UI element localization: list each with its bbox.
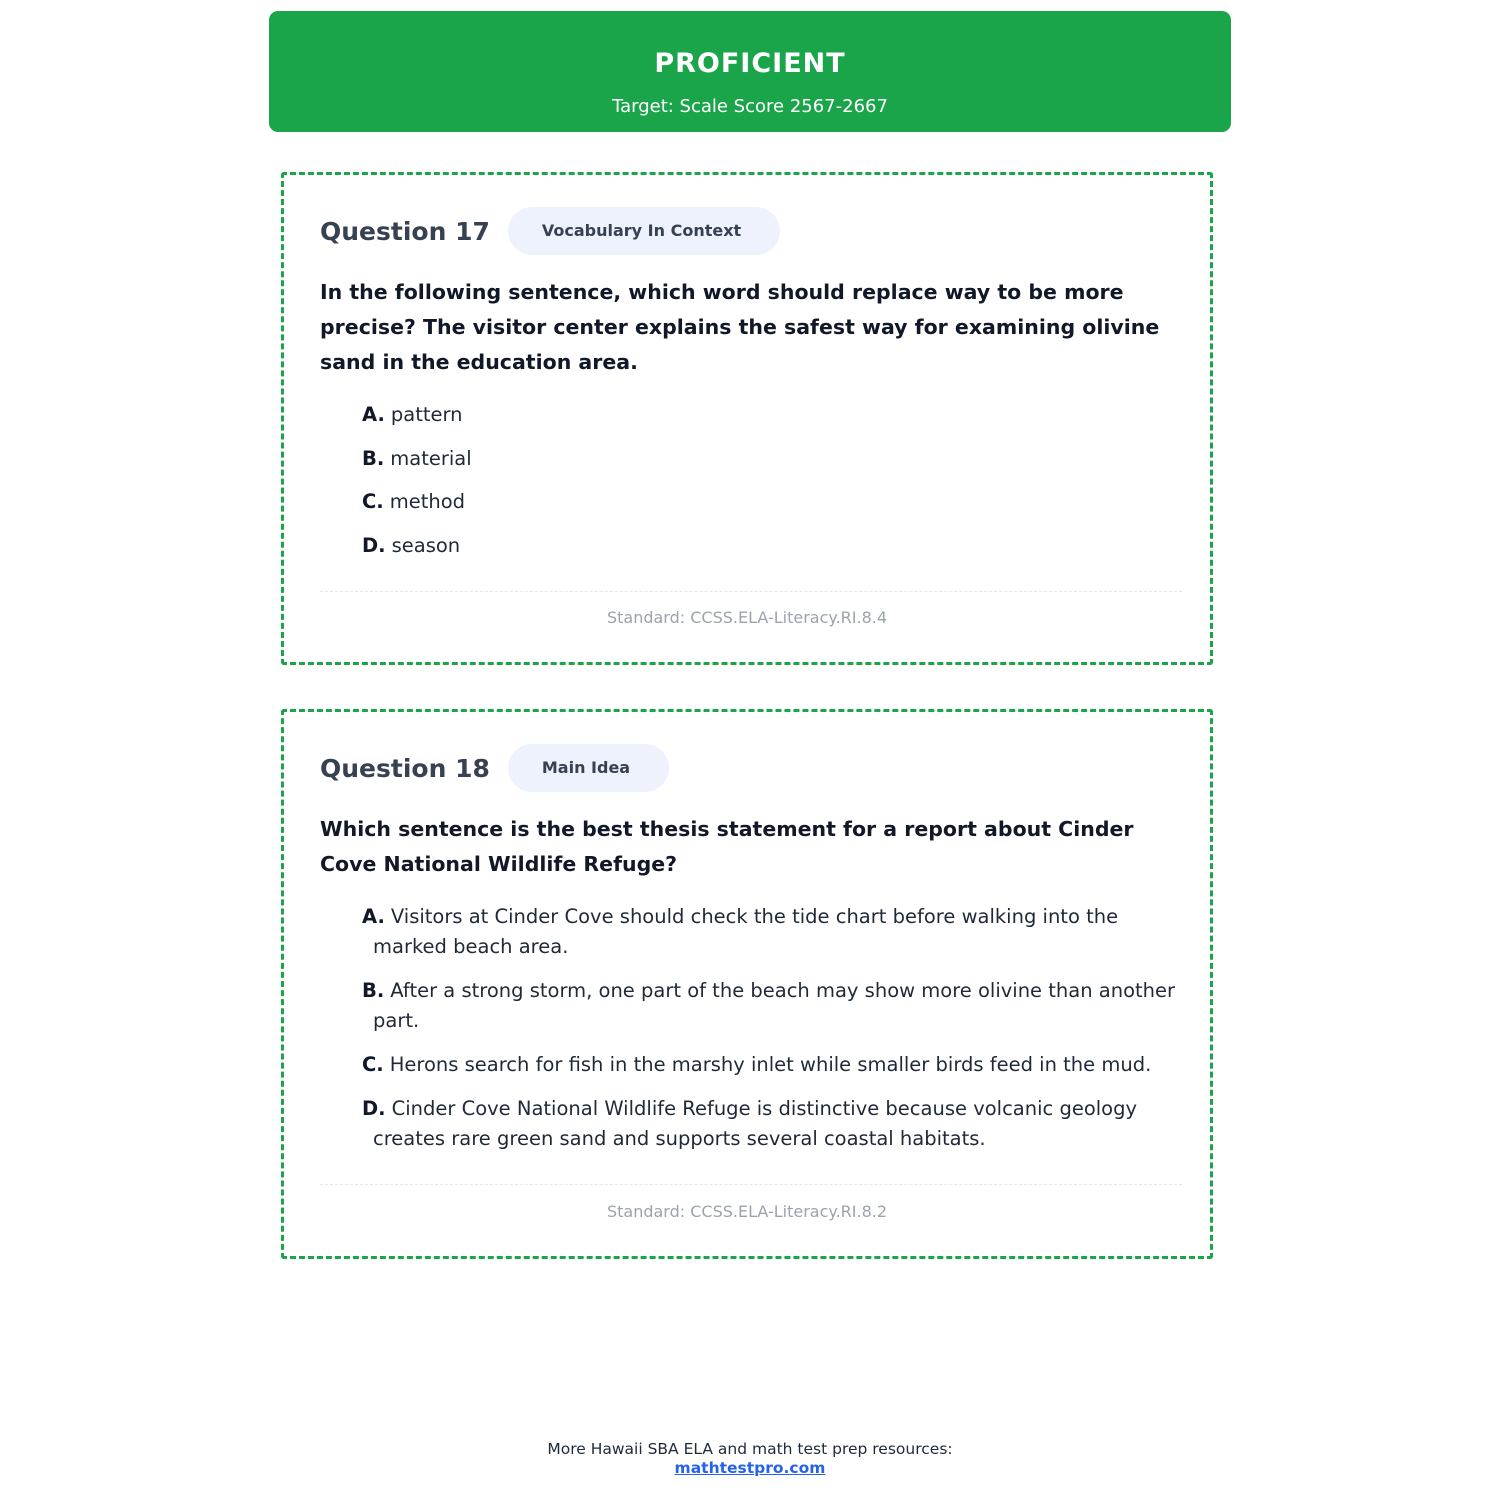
answer-option-b[interactable] xyxy=(362,976,1182,1036)
answer-option-c[interactable] xyxy=(362,487,1182,517)
question-number: Question 18 xyxy=(320,753,490,783)
option-text: Herons search for fish in the marshy inlet while smaller birds feed in the mud. xyxy=(389,1053,1152,1076)
target-score-range: Target: Scale Score 2567-2667 xyxy=(612,96,888,117)
question-prompt: Which sentence is the best thesis statement for a report about Cinder Cove National Wildlife Refuge? xyxy=(320,817,1134,876)
footer xyxy=(0,1440,1500,1478)
option-letter: C. xyxy=(362,490,384,513)
answer-options xyxy=(362,902,1182,1168)
option-text: material xyxy=(390,446,472,470)
standard-label: Standard: CCSS.ELA-Literacy.RI.8.4 xyxy=(606,608,888,627)
option-letter: B. xyxy=(362,979,385,1002)
answer-option-a[interactable] xyxy=(362,400,1182,430)
option-letter: B. xyxy=(362,446,385,470)
answer-option-d[interactable] xyxy=(362,1094,1182,1154)
footer-text: More Hawaii SBA ELA and math test prep resources: xyxy=(547,1440,953,1458)
level-title: PROFICIENT xyxy=(654,48,846,79)
option-letter: A. xyxy=(362,403,385,426)
option-text: After a strong storm, one part of the beach may show more olivine than another part. xyxy=(373,979,1176,1032)
standard-label: Standard: CCSS.ELA-Literacy.RI.8.2 xyxy=(606,1202,888,1221)
answer-option-a[interactable] xyxy=(362,902,1182,962)
option-text: Visitors at Cinder Cove should check the tide chart before walking into the marked beach area. xyxy=(373,905,1119,958)
question-card-18 xyxy=(281,709,1213,1259)
question-header xyxy=(320,743,669,793)
option-text: pattern xyxy=(390,403,463,426)
divider xyxy=(320,1184,1182,1185)
level-banner xyxy=(269,11,1231,132)
question-prompt: In the following sentence, which word should replace way to be more precise? The visitor center explains the safest way for examining olivine sand in the education area. xyxy=(320,280,1160,374)
option-letter: A. xyxy=(362,905,385,928)
resource-link[interactable]: mathtestpro.com xyxy=(674,1459,826,1477)
answer-option-d[interactable] xyxy=(362,531,1182,561)
option-letter: D. xyxy=(362,1097,386,1120)
skill-tag: Main Idea xyxy=(508,744,669,792)
option-text: method xyxy=(389,490,466,513)
question-header xyxy=(320,206,780,256)
option-letter: D. xyxy=(362,533,386,557)
option-text: Cinder Cove National Wildlife Refuge is distinctive because volcanic geology creates rare green sand and supports several coastal habitats. xyxy=(373,1097,1138,1150)
answer-option-b[interactable] xyxy=(362,444,1182,474)
answer-option-c[interactable] xyxy=(362,1050,1182,1080)
skill-tag: Vocabulary In Context xyxy=(508,207,780,255)
question-number: Question 17 xyxy=(320,216,490,246)
option-text: season xyxy=(391,533,461,557)
answer-options xyxy=(362,400,1182,574)
question-card-17 xyxy=(281,172,1213,665)
option-letter: C. xyxy=(362,1053,384,1076)
divider xyxy=(320,591,1182,592)
